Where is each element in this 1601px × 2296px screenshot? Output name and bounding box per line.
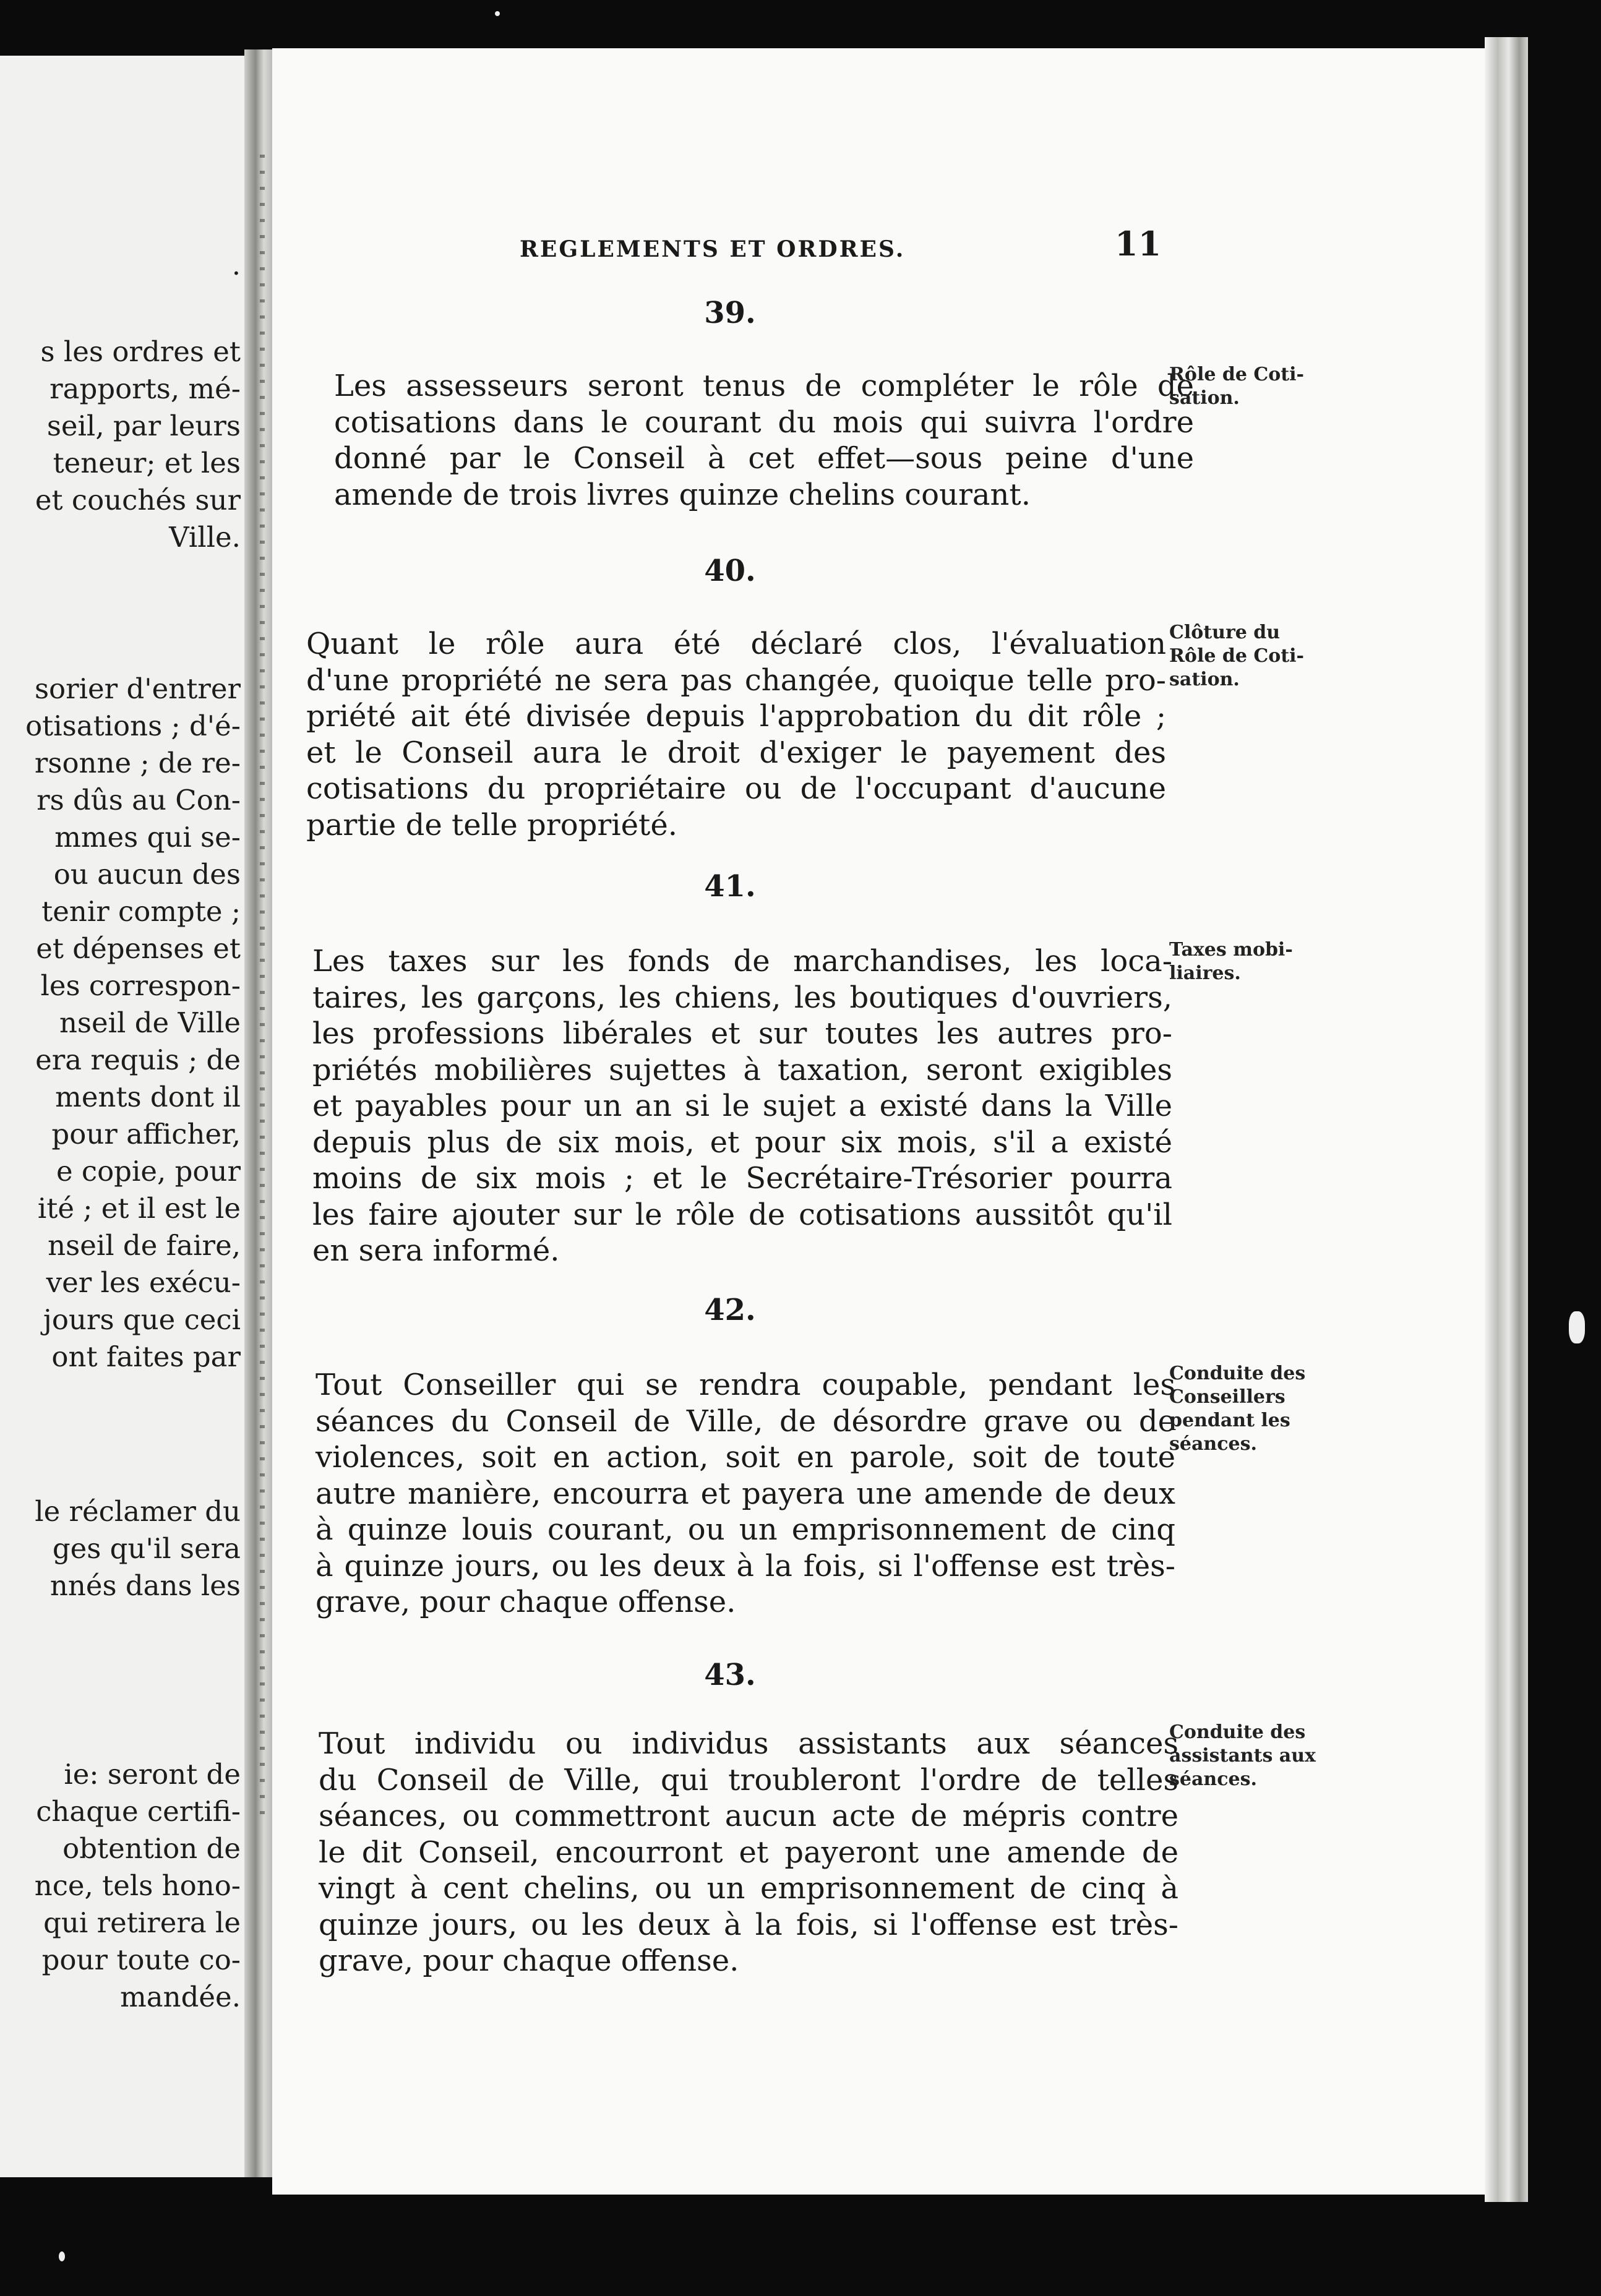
left-page-line: otisations ; d'é- xyxy=(25,709,241,742)
edge-speck xyxy=(59,2251,65,2261)
article-line: à quinze louis courant, ou un emprisonnement de cinq xyxy=(315,1512,1175,1547)
left-page-line: rs dûs au Con- xyxy=(36,784,241,816)
article-line: partie de telle propriété. xyxy=(306,807,677,842)
article-line: en sera informé. xyxy=(312,1233,560,1268)
margin-note-line: séances. xyxy=(1169,1768,1257,1790)
left-page-line: e copie, pour xyxy=(56,1155,241,1188)
article-line: grave, pour chaque offense. xyxy=(315,1585,736,1619)
article-line: et le Conseil aura le droit d'exiger le payement des xyxy=(306,735,1166,770)
article-line: amende de trois livres quinze chelins courant. xyxy=(334,477,1031,512)
edge-speck xyxy=(1569,1311,1585,1343)
page-edge xyxy=(1485,37,1528,2202)
article-line: Les taxes sur les fonds de marchandises, les loca- xyxy=(312,944,1172,979)
left-page-line: qui retirera le xyxy=(43,1906,241,1939)
margin-note xyxy=(1169,621,1342,692)
left-page-line: mandée. xyxy=(120,1981,241,2013)
left-page-line: ver les exécu- xyxy=(46,1266,241,1299)
article-line: donné par le Conseil à cet effet—sous peine d'une xyxy=(334,441,1194,476)
article-line: d'une propriété ne sera pas changée, quoique telle pro- xyxy=(306,662,1166,698)
article-line: autre manière, encourra et payera une amende de deux xyxy=(315,1476,1175,1511)
left-page-line: pour afficher, xyxy=(51,1118,241,1150)
left-page-line: et couchés sur xyxy=(35,484,241,516)
left-page-line: seil, par leurs xyxy=(46,409,241,442)
left-page-line: rapports, mé- xyxy=(49,372,241,405)
article-line: quinze jours, ou les deux à la fois, si l'offense est très- xyxy=(319,1907,1178,1942)
article-line: le dit Conseil, encourront et payeront une amende de xyxy=(319,1835,1178,1870)
margin-note xyxy=(1169,1721,1342,1791)
left-page-line: et dépenses et xyxy=(36,932,241,965)
margin-note-line: Taxes mobi- xyxy=(1169,939,1293,961)
left-page-line: rsonne ; de re- xyxy=(34,747,241,779)
gutter-stitching xyxy=(260,155,265,1825)
article-line: grave, pour chaque offense. xyxy=(319,1943,739,1978)
margin-note xyxy=(1169,363,1342,410)
margin-note-line: sation. xyxy=(1169,387,1240,409)
margin-note-line: assistants aux xyxy=(1169,1745,1316,1767)
left-page-line: le réclamer du xyxy=(35,1495,241,1528)
left-page-line: nseil de Ville xyxy=(59,1006,241,1039)
article-line: taires, les garçons, les chiens, les boutiques d'ouvriers, xyxy=(312,980,1172,1015)
article-line: Les assesseurs seront tenus de compléter le rôle de xyxy=(334,369,1194,403)
left-page-line: ité ; et il est le xyxy=(37,1192,241,1225)
book-gutter xyxy=(244,49,272,2177)
article-line: et payables pour un an si le sujet a existé dans la Ville xyxy=(312,1089,1172,1123)
margin-note-line: Conduite des xyxy=(1169,1721,1306,1743)
article-line: les faire ajouter sur le rôle de cotisations aussitôt qu'il xyxy=(312,1197,1172,1232)
left-page-line: jours que ceci xyxy=(43,1303,241,1336)
article-number: 39. xyxy=(704,296,756,330)
article-body xyxy=(334,368,1194,513)
margin-note-line: séances. xyxy=(1169,1433,1257,1455)
margin-note-line: Clôture du xyxy=(1169,622,1281,643)
article-line: Tout individu ou individus assistants aux séances xyxy=(319,1726,1178,1761)
left-page-line: s les ordres et xyxy=(40,335,241,368)
article-line: du Conseil de Ville, qui troubleront l'ordre de telles xyxy=(319,1762,1178,1797)
article-line: cotisations dans le courant du mois qui suivra l'ordre xyxy=(334,405,1194,440)
margin-note xyxy=(1169,938,1342,985)
left-page-line: Ville. xyxy=(169,521,241,554)
article-line: les professions libérales et sur toutes les autres pro- xyxy=(312,1016,1172,1051)
left-page-line: teneur; et les xyxy=(53,447,241,479)
left-page-fragment xyxy=(0,56,244,2177)
article-line: violences, soit en action, soit en parole, soit de toute xyxy=(315,1440,1175,1475)
margin-note-line: liaires. xyxy=(1169,962,1241,984)
article-number: 40. xyxy=(704,554,756,588)
article-number: 41. xyxy=(704,869,756,904)
left-page-line: obtention de xyxy=(62,1832,241,1865)
article-body xyxy=(315,1367,1175,1621)
article-line: depuis plus de six mois, et pour six mois, s'il a existé xyxy=(312,1124,1172,1160)
left-page-line: ges qu'il sera xyxy=(52,1532,241,1565)
left-page-line: sorier d'entrer xyxy=(34,672,241,705)
article-body xyxy=(312,943,1172,1269)
article-line: vingt à cent chelins, ou un emprisonnement de cinq à xyxy=(319,1871,1178,1906)
left-page-line: mmes qui se- xyxy=(54,821,241,854)
left-page-line: nnés dans les xyxy=(49,1569,241,1602)
left-page-line: ou aucun des xyxy=(53,858,241,891)
article-line: à quinze jours, ou les deux à la fois, si l'offense est très- xyxy=(315,1548,1175,1583)
article-body xyxy=(319,1726,1178,1979)
article-number: 43. xyxy=(704,1658,756,1692)
article-number: 42. xyxy=(704,1293,756,1327)
article-line: séances du Conseil de Ville, de désordre grave ou de xyxy=(315,1403,1175,1439)
margin-note-line: sation. xyxy=(1169,669,1240,690)
article-line: séances, ou commettront aucun acte de mépris contre xyxy=(319,1799,1178,1833)
article-line: Quant le rôle aura été déclaré clos, l'évaluation xyxy=(306,627,1166,661)
article-body xyxy=(306,626,1166,843)
margin-note-line: pendant les xyxy=(1169,1410,1290,1431)
left-page-line: tenir compte ; xyxy=(41,895,241,928)
page-number: 11 xyxy=(1115,224,1162,263)
left-page-line: . xyxy=(231,249,241,281)
margin-note-line: Conseillers xyxy=(1169,1386,1286,1408)
article-line: priétés mobilières sujettes à taxation, seront exigibles xyxy=(312,1052,1172,1087)
margin-note-line: Rôle de Coti- xyxy=(1169,364,1304,385)
left-page-line: ont faites par xyxy=(51,1340,241,1373)
article-line: cotisations du propriétaire ou de l'occupant d'aucune xyxy=(306,771,1166,806)
margin-note-line: Conduite des xyxy=(1169,1363,1306,1384)
running-title: REGLEMENTS ET ORDRES. xyxy=(520,236,906,262)
left-page-line: les correspon- xyxy=(40,969,241,1002)
left-page-line: ments dont il xyxy=(55,1081,241,1113)
left-page-line: pour toute co- xyxy=(41,1943,241,1976)
edge-speck xyxy=(495,11,500,16)
left-page-line: ie: seront de xyxy=(64,1758,241,1791)
left-page-line: era requis ; de xyxy=(35,1043,241,1076)
left-page-line: nseil de faire, xyxy=(48,1229,241,1262)
article-line: priété ait été divisée depuis l'approbation du dit rôle ; xyxy=(306,699,1166,734)
left-page-line: chaque certifi- xyxy=(36,1795,241,1828)
article-line: Tout Conseiller qui se rendra coupable, pendant les xyxy=(315,1368,1175,1402)
left-page-line: nce, tels hono- xyxy=(34,1869,241,1902)
article-line: moins de six mois ; et le Secrétaire-Trésorier pourra xyxy=(312,1161,1172,1196)
margin-note xyxy=(1169,1362,1342,1456)
margin-note-line: Rôle de Coti- xyxy=(1169,645,1304,667)
